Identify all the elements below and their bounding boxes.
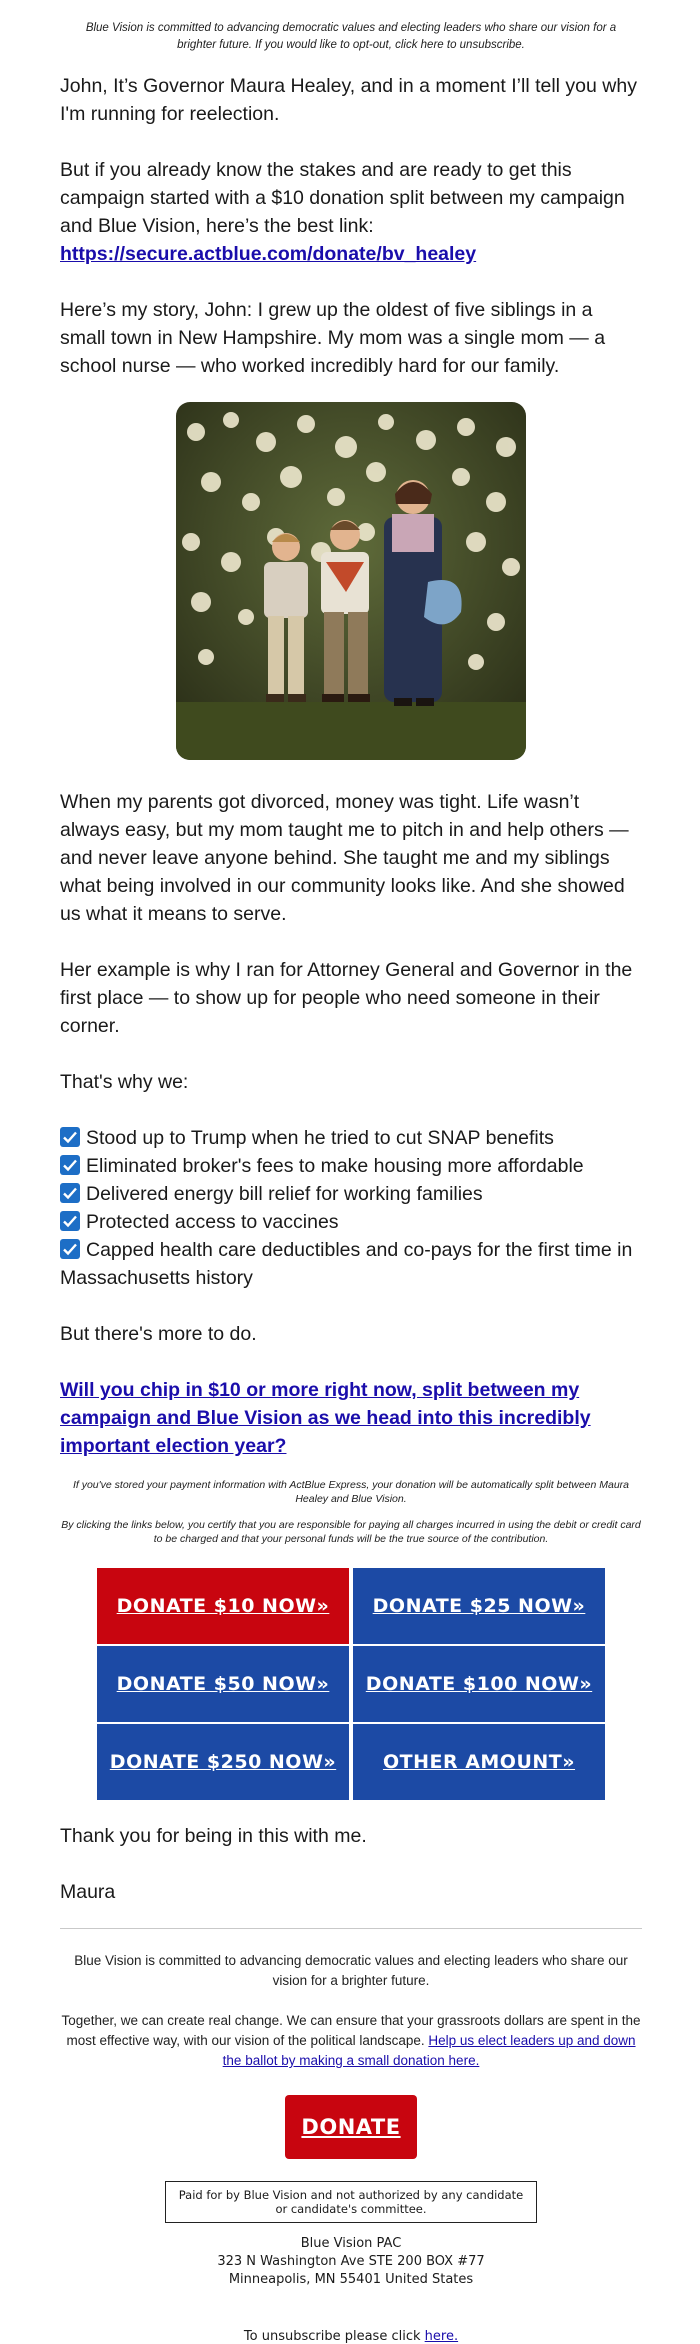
preheader-text[interactable]: Blue Vision is committed to advancing democratic values and electing leaders who share our vision for a brighter future. If you would like to opt-out, click here to unsubscribe. — [85, 22, 617, 51]
list-item-text: Stood up to Trump when he tried to cut SNAP benefits — [86, 1127, 554, 1149]
list-item — [60, 1152, 642, 1180]
list-item-text: Delivered energy bill relief for working families — [86, 1183, 483, 1205]
list-item — [60, 1208, 642, 1236]
list-item — [60, 1124, 642, 1152]
checkmark-icon — [60, 1239, 80, 1259]
mailing-address — [60, 2235, 642, 2289]
intro-paragraph: John, It’s Governor Maura Healey, and in a moment I’ll tell you why I'm running for reelection. — [60, 75, 637, 125]
more-paragraph: But there's more to do. — [60, 1323, 257, 1345]
unsubscribe-link[interactable]: here. — [424, 2329, 459, 2344]
list-item-text: Protected access to vaccines — [86, 1211, 339, 1233]
donate-25-button[interactable]: DONATE $25 NOW» — [353, 1568, 605, 1644]
donation-button-grid — [97, 1568, 605, 1800]
email-body — [60, 0, 642, 2344]
story-paragraph: Here’s my story, John: I grew up the oldest of five siblings in a small town in New Hampshire. My mom was a single mom — a school nurse — who worked incredibly hard for our family. — [60, 299, 606, 377]
checkmark-icon — [60, 1127, 80, 1147]
checkmark-icon — [60, 1211, 80, 1231]
stakes-paragraph — [60, 156, 642, 268]
chip-in-link[interactable]: Will you chip in $10 or more right now, split between my campaign and Blue Vision as we head into this incredibly important election year? — [60, 1379, 591, 1457]
checkmark-icon — [60, 1155, 80, 1175]
divorce-paragraph: When my parents got divorced, money was tight. Life wasn’t always easy, but my mom taught me to pitch in and help others — and never leave anyone behind. She taught me and my siblings what being involved in our community looks like. And she showed us what it means to serve. — [60, 791, 629, 925]
footer-divider — [60, 1928, 642, 1929]
donate-250-button[interactable]: DONATE $250 NOW» — [97, 1724, 349, 1800]
signoff: Maura — [60, 1881, 116, 1903]
donate-10-button[interactable]: DONATE $10 NOW» — [97, 1568, 349, 1644]
fine-print-split: If you've stored your payment information with ActBlue Express, your donation will be automatically split between Maura Healey and Blue Vision. — [72, 1479, 630, 1505]
street-address: 323 N Washington Ave STE 200 BOX #77 — [217, 2254, 485, 2269]
thats-why-paragraph: That's why we: — [60, 1071, 189, 1093]
checkmark-icon — [60, 1183, 80, 1203]
footer-together-text: Together, we can create real change. We can ensure that your grassroots dollars are spent in the most effective way, with our vision of the political landscape. — [61, 2013, 641, 2048]
footer-together — [60, 2011, 642, 2071]
donate-50-button[interactable]: DONATE $50 NOW» — [97, 1646, 349, 1722]
list-item — [60, 1180, 642, 1208]
paid-for-disclaimer: Paid for by Blue Vision and not authorized by any candidate or candidate's committee. — [165, 2181, 537, 2223]
footer-mission: Blue Vision is committed to advancing democratic values and electing leaders who share our vision for a brighter future. — [74, 1953, 628, 1988]
footer-donate-link[interactable]: Help us elect leaders up and down the ballot by making a small donation here. — [222, 2033, 636, 2068]
other-amount-button[interactable]: OTHER AMOUNT» — [353, 1724, 605, 1800]
stakes-text: But if you already know the stakes and are ready to get this campaign started with a $10 donation split between my campaign and Blue Vision, here’s the best link: — [60, 159, 625, 237]
list-item-text: Eliminated broker's fees to make housing more affordable — [86, 1155, 584, 1177]
donate-100-button[interactable]: DONATE $100 NOW» — [353, 1646, 605, 1722]
list-item — [60, 1236, 642, 1292]
thanks-paragraph: Thank you for being in this with me. — [60, 1825, 367, 1847]
footer-donate-button[interactable]: DONATE — [285, 2095, 417, 2159]
city-address: Minneapolis, MN 55401 United States — [228, 2272, 474, 2287]
list-item-text: Capped health care deductibles and co-pays for the first time in Massachusetts history — [60, 1239, 633, 1289]
fine-print-certify: By clicking the links below, you certify that you are responsible for paying all charges incurred in using the debit or credit card to be charged and that your personal funds will be the true source of the contribution. — [61, 1519, 641, 1545]
org-name: Blue Vision PAC — [300, 2236, 402, 2251]
family-photo-illustration — [176, 402, 526, 760]
donate-text-link[interactable]: https://secure.actblue.com/donate/bv_healey — [60, 243, 477, 265]
accomplishment-list — [60, 1124, 642, 1292]
unsubscribe-text: To unsubscribe please click — [243, 2329, 421, 2344]
unsubscribe-line — [60, 2329, 642, 2344]
family-photo — [176, 402, 526, 760]
example-paragraph: Her example is why I ran for Attorney General and Governor in the first place — to show up for people who need someone in their corner. — [60, 959, 633, 1037]
